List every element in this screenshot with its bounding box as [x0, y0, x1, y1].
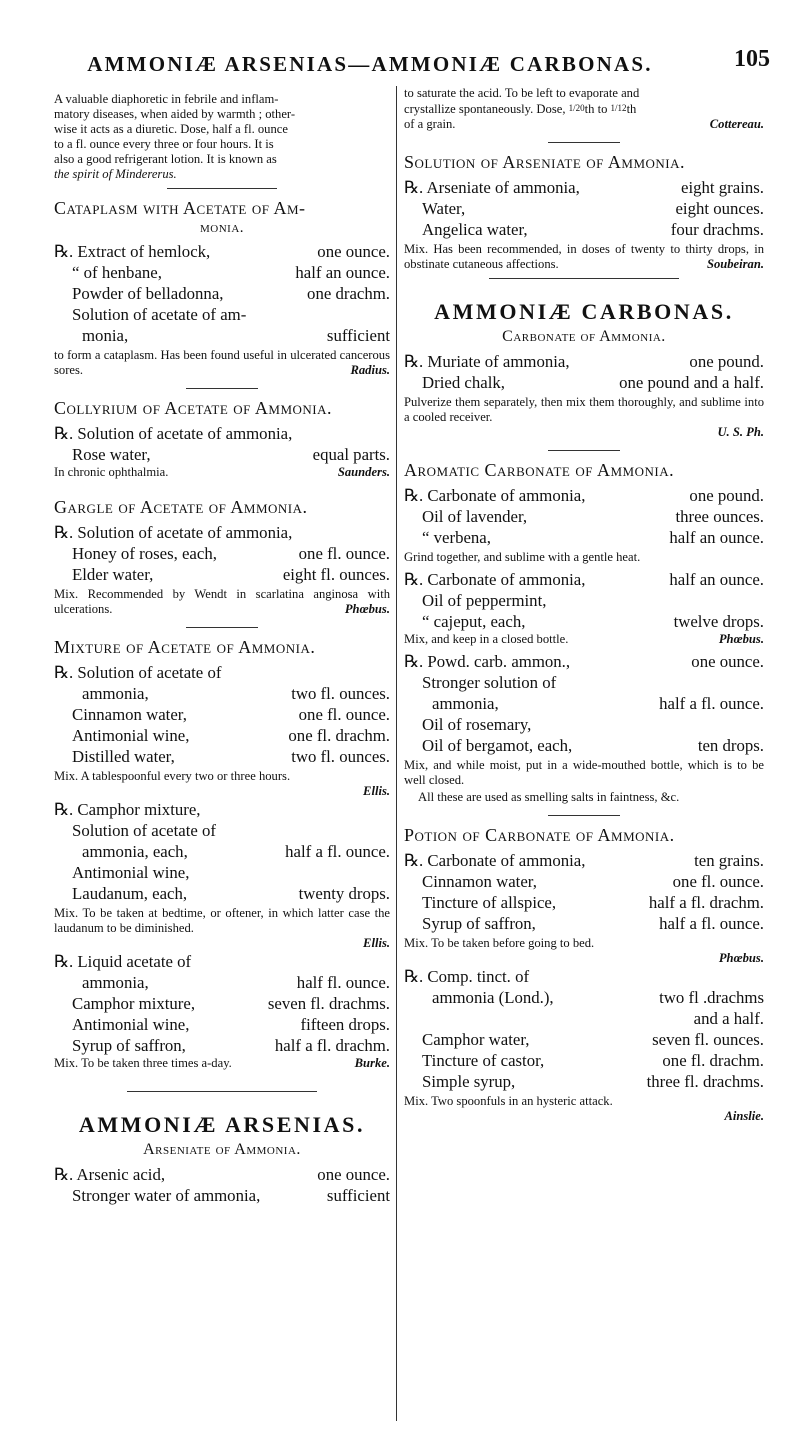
- recipe-line: Simple syrup, three fl. drachms.: [422, 1072, 764, 1091]
- recipe-author: Soubeiran.: [706, 257, 764, 271]
- recipe-line: ℞. Extract of hemlock, one ounce.: [54, 242, 390, 261]
- recipe-line: ℞. Solution of acetate of: [54, 663, 222, 682]
- arsenias-section: [54, 1112, 390, 1206]
- collyrium-section: [54, 397, 390, 480]
- section-heading: Collyrium of Acetate of Ammonia.: [54, 398, 333, 418]
- arsenias-continuation: [404, 86, 764, 132]
- recipe-line: Powder of belladonna, one drachm.: [72, 284, 390, 303]
- recipe-line: ℞. Powd. carb. ammon., one ounce.: [404, 652, 764, 671]
- recipe-line: Stronger solution of: [422, 673, 557, 692]
- column-divider: [396, 86, 397, 1421]
- recipe-note: Mix, and keep in a closed bottle.: [404, 632, 569, 646]
- section-heading: Aromatic Carbonate of Ammonia.: [404, 460, 675, 480]
- page-header: [40, 46, 770, 82]
- divider: [548, 142, 620, 143]
- recipe-line: ℞. Camphor mixture,: [54, 800, 201, 819]
- recipe-line: ammonia, two fl. ounces.: [82, 684, 390, 703]
- recipe-author: Saunders.: [337, 465, 390, 479]
- recipe-line: Stronger water of ammonia, sufficient: [72, 1186, 390, 1205]
- recipe-line: ℞. Carbonate of ammonia, ten grains.: [404, 851, 764, 870]
- recipe-note: Mix. A tablespoonful every two or three hours.: [54, 769, 291, 783]
- recipe-line: Oil of bergamot, each, ten drops.: [422, 736, 764, 755]
- left-column: [54, 92, 390, 1206]
- recipe-author: Burke.: [354, 1056, 390, 1070]
- recipe-author: Phœbus.: [344, 602, 390, 616]
- divider: [489, 278, 679, 279]
- recipe-line: ℞. Solution of acetate of ammonia,: [54, 424, 293, 443]
- text-line: to a fl. ounce every three or four hours. It is: [54, 137, 274, 151]
- major-subheading: Carbonate of Ammonia.: [502, 328, 666, 345]
- mixture-section: [54, 636, 390, 1071]
- divider: [127, 1091, 317, 1092]
- recipe-line: Oil of rosemary,: [422, 715, 532, 734]
- recipe-line: ℞. Arseniate of ammonia, eight grains.: [404, 178, 764, 197]
- major-heading: AMMONIÆ ARSENIAS.: [78, 1112, 366, 1137]
- recipe-note: Mix. Two spoonfuls in an hysteric attack.: [404, 1094, 613, 1108]
- page-number: 105: [734, 46, 770, 72]
- recipe-line: Dried chalk, one pound and a half.: [422, 373, 764, 392]
- text-line: A valuable diaphoretic in febrile and inflam-: [54, 92, 279, 106]
- recipe-line: ℞. Liquid acetate of: [54, 952, 192, 971]
- text-line: the spirit of Mindererus.: [54, 167, 177, 181]
- recipe-note: Mix. To be taken at bedtime, or oftener, in which latter case the laudanum to be diminished.: [54, 906, 390, 935]
- text-line: wise it acts as a diuretic. Dose, half a fl. ounce: [54, 122, 288, 136]
- recipe-note: Grind together, and sublime with a gentle heat.: [404, 550, 641, 564]
- divider: [186, 388, 258, 389]
- potion-section: [404, 824, 764, 1124]
- recipe-line: Angelica water, four drachms.: [422, 220, 764, 239]
- recipe-note: Mix, and while moist, put in a wide-mouthed bottle, which is to be well closed.: [404, 758, 764, 787]
- recipe-line: ℞. Solution of acetate of ammonia,: [54, 523, 293, 542]
- recipe-line: Antimonial wine,: [72, 863, 190, 882]
- recipe-line: ammonia, half a fl. ounce.: [432, 694, 764, 713]
- recipe-line: Tincture of castor, one fl. drachm.: [422, 1051, 764, 1070]
- text-line: to saturate the acid. To be left to evaporate and: [404, 86, 640, 100]
- recipe-line: Antimonial wine, fifteen drops.: [72, 1015, 390, 1034]
- recipe-line: ℞. Muriate of ammonia, one pound.: [404, 352, 764, 371]
- recipe-note: Mix. Has been recommended, in doses of twenty to thirty drops, in obstinate cutaneous affections.: [404, 242, 764, 271]
- cataplasm-section: [54, 197, 390, 378]
- recipe-line: Oil of peppermint,: [422, 591, 547, 610]
- recipe-note: Mix. To be taken before going to bed.: [404, 936, 595, 950]
- recipe-note: Mix. To be taken three times a-day.: [54, 1056, 232, 1070]
- recipe-author: Ainslie.: [724, 1109, 764, 1123]
- recipe-line: Camphor mixture, seven fl. drachms.: [72, 994, 390, 1013]
- intro-paragraph: [54, 92, 390, 182]
- recipe-line: Oil of lavender, three ounces.: [422, 507, 764, 526]
- section-heading: Gargle of Acetate of Ammonia.: [54, 497, 308, 517]
- recipe-line: ℞. Carbonate of ammonia, one pound.: [404, 486, 764, 505]
- fraction: 1/20: [568, 103, 585, 113]
- divider: [548, 450, 620, 451]
- section-heading: monia.: [199, 220, 245, 236]
- recipe-author: Phœbus.: [718, 951, 764, 965]
- text-line: crystallize spontaneously. Dose, 1/20th to 1/12th: [404, 102, 637, 116]
- recipe-line: Solution of acetate of am-: [72, 305, 247, 324]
- recipe-line: Water, eight ounces.: [422, 199, 764, 218]
- carbonas-section: [404, 299, 764, 440]
- gargle-section: [54, 496, 390, 617]
- recipe-line: ℞. Arsenic acid, one ounce.: [54, 1165, 390, 1184]
- recipe-line: Solution of acetate of: [72, 821, 216, 840]
- recipe-line: Rose water, equal parts.: [72, 445, 390, 464]
- note-author-row: [404, 632, 764, 647]
- text-line: matory diseases, when aided by warmth ; other-: [54, 107, 296, 121]
- divider: [186, 627, 258, 628]
- recipe-line: “ verbena, half an ounce.: [422, 528, 764, 547]
- recipe-line: ℞. Comp. tinct. of: [404, 967, 530, 986]
- solution-section: [404, 151, 764, 272]
- recipe-author: U. S. Ph.: [717, 425, 764, 439]
- recipe-author: Cottereau.: [709, 117, 764, 131]
- recipe-line: ammonia, each, half a fl. ounce.: [82, 842, 390, 861]
- right-column: [404, 86, 764, 1124]
- recipe-note: All these are used as smelling salts in faintness, &c.: [418, 790, 680, 804]
- recipe-line: ammonia (Lond.), two fl .drachms: [432, 988, 764, 1007]
- divider: [548, 815, 620, 816]
- recipe-note: to form a cataplasm. Has been found useful in ulcerated cancerous sores.: [54, 348, 390, 377]
- recipe-line: Cinnamon water, one fl. ounce.: [422, 872, 764, 891]
- recipe-author: Phœbus.: [718, 632, 764, 646]
- text-line: also a good refrigerant lotion. It is known as: [54, 152, 277, 166]
- recipe-line: monia, sufficient: [82, 326, 390, 345]
- recipe-line: Syrup of saffron, half a fl. ounce.: [422, 914, 764, 933]
- recipe-line: Tincture of allspice, half a fl. drachm.: [422, 893, 764, 912]
- recipe-author: Ellis.: [363, 784, 390, 798]
- recipe-author: Ellis.: [363, 936, 390, 950]
- recipe-line: “ of henbane, half an ounce.: [72, 263, 390, 282]
- recipe-note: Pulverize them separately, then mix them thoroughly, and sublime into a cooled receiver.: [404, 395, 764, 424]
- major-subheading: Arseniate of Ammonia.: [143, 1141, 301, 1158]
- recipe-line: Honey of roses, each, one fl. ounce.: [72, 544, 390, 563]
- recipe-line: Cinnamon water, one fl. ounce.: [72, 705, 390, 724]
- recipe-line: Laudanum, each, twenty drops.: [72, 884, 390, 903]
- recipe-note: of a grain.: [404, 117, 456, 131]
- running-head: AMMONIÆ ARSENIAS—AMMONIÆ CARBONAS.: [87, 52, 653, 76]
- section-heading: Mixture of Acetate of Ammonia.: [54, 637, 316, 657]
- major-heading: AMMONIÆ CARBONAS.: [434, 299, 734, 324]
- recipe-line: and a half.: [693, 1009, 764, 1028]
- recipe-line: ammonia, half fl. ounce.: [82, 973, 390, 992]
- aromatic-section: [404, 459, 764, 805]
- recipe-line: Camphor water, seven fl. ounces.: [422, 1030, 764, 1049]
- divider: [167, 188, 277, 189]
- section-heading: Solution of Arseniate of Ammonia.: [404, 152, 686, 172]
- fraction: 1/12: [610, 103, 627, 113]
- recipe-line: “ cajeput, each, twelve drops.: [422, 612, 764, 631]
- recipe-line: Syrup of saffron, half a fl. drachm.: [72, 1036, 390, 1055]
- recipe-note: In chronic ophthalmia.: [54, 465, 169, 479]
- section-heading: Potion of Carbonate of Ammonia.: [404, 825, 675, 845]
- note-author-row: [54, 1056, 390, 1071]
- recipe-line: Elder water, eight fl. ounces.: [72, 565, 390, 584]
- recipe-line: Antimonial wine, one fl. drachm.: [72, 726, 390, 745]
- section-heading: Cataplasm with Acetate of Am-: [54, 198, 306, 218]
- note-author-row: [404, 117, 764, 132]
- recipe-line: Distilled water, two fl. ounces.: [72, 747, 390, 766]
- recipe-author: Radius.: [350, 363, 390, 377]
- recipe-line: ℞. Carbonate of ammonia, half an ounce.: [404, 570, 764, 589]
- recipe-note: Mix. Recommended by Wendt in scarlatina anginosa with ulcerations.: [54, 587, 390, 616]
- note-author-row: [54, 465, 390, 480]
